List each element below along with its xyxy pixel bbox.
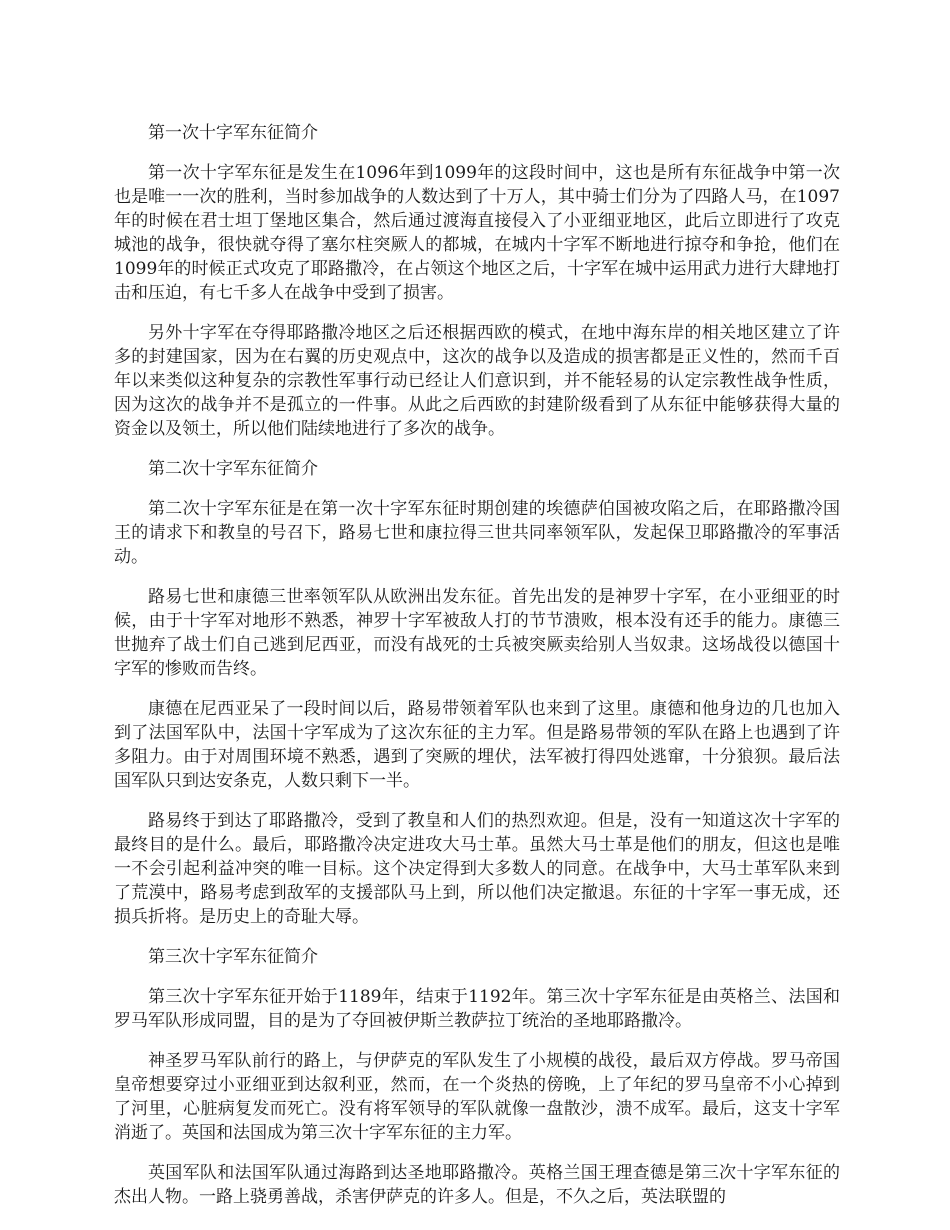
- section-1-paragraph-2: 另外十字军在夺得耶路撒冷地区之后还根据西欧的模式，在地中海东岸的相关地区建立了许多的封建国家，因为在右翼的历史观点中，这次的战争以及造成的损害都是正义性的，然而千百年以来类似这种复杂的宗教性军事行动已经让人们意识到，并不能轻易的认定宗教性战争性质，因为这次的战争并不是孤立的一件事。从此之后西欧的封建阶级看到了从东征中能够获得大量的资金以及领土，所以他们陆续地进行了多次的战争。: [114, 323, 840, 439]
- section-2-paragraph-4: 路易终于到达了耶路撒冷，受到了教皇和人们的热烈欢迎。但是，没有一知道这次十字军的最终目的是什么。最后，耶路撒冷决定进攻大马士革。虽然大马士革是他们的朋友，但这也是唯一不会引起利益冲突的唯一目标。这个决定得到大多数人的同意。在战争中，大马士革军队来到了荒漠中，路易考虑到敌军的支援部队马上到，所以他们决定撤退。东征的十字军一事无成，还损兵折将。是历史上的奇耻大辱。: [114, 811, 840, 927]
- section-2-heading: 第二次十字军东征简介: [148, 459, 318, 479]
- section-1-heading: 第一次十字军东征简介: [148, 123, 318, 143]
- section-1-paragraph-1: 第一次十字军东征是发生在1096年到1099年的这段时间中，这也是所有东征战争中第一次也是唯一一次的胜利，当时参加战争的人数达到了十万人，其中骑士们分为了四路人马，在1097年的时候在君士坦丁堡地区集合，然后通过渡海直接侵入了小亚细亚地区，此后立即进行了攻克城池的战争，很快就夺得了塞尔柱突厥人的都城，在城内十字军不断地进行掠夺和争抢，他们在1099年的时候正式攻克了耶路撒冷，在占领这个地区之后，十字军在城中运用武力进行大肆地打击和压迫，有七千多人在战争中受到了损害。: [114, 163, 840, 303]
- section-2-paragraph-3: 康德在尼西亚呆了一段时间以后，路易带领着军队也来到了这里。康德和他身边的几也加入到了法国军队中，法国十字军成为了这次东征的主力军。但是路易带领的军队在路上也遇到了许多阻力。由于对周围环境不熟悉，遇到了突厥的埋伏，法军被打得四处逃窜，十分狼狈。最后法国军队只到达安条克，人数只剩下一半。: [114, 699, 840, 791]
- section-3-heading: 第三次十字军东征简介: [148, 947, 318, 967]
- document-page: [114, 121, 840, 1225]
- section-2-paragraph-2: 路易七世和康德三世率领军队从欧洲出发东征。首先出发的是神罗十字军，在小亚细亚的时候，由于十字军对地形不熟悉，神罗十字军被敌人打的节节溃败，根本没有还手的能力。康德三世抛弃了战士们自己逃到尼西亚，而没有战死的士兵被突厥卖给别人当奴隶。这场战役以德国十字军的惨败而告终。: [114, 587, 840, 679]
- section-3-paragraph-3: 英国军队和法国军队通过海路到达圣地耶路撒冷。英格兰国王理查德是第三次十字军东征的杰出人物。一路上骁勇善战，杀害伊萨克的许多人。但是，不久之后，英法联盟的: [114, 1163, 840, 1207]
- section-3-paragraph-1: 第三次十字军东征开始于1189年，结束于1192年。第三次十字军东征是由英格兰、法国和罗马军队形成同盟，目的是为了夺回被伊斯兰教萨拉丁统治的圣地耶路撒冷。: [114, 987, 840, 1031]
- section-2-paragraph-1: 第二次十字军东征是在第一次十字军东征时期创建的埃德萨伯国被攻陷之后，在耶路撒冷国王的请求下和教皇的号召下，路易七世和康拉得三世共同率领军队，发起保卫耶路撒冷的军事活动。: [114, 499, 840, 567]
- section-3-paragraph-2: 神圣罗马军队前行的路上，与伊萨克的军队发生了小规模的战役，最后双方停战。罗马帝国皇帝想要穿过小亚细亚到达叙利亚，然而，在一个炎热的傍晚，上了年纪的罗马皇帝不小心掉到了河里，心脏病复发而死亡。没有将军领导的军队就像一盘散沙，溃不成军。最后，这支十字军消逝了。英国和法国成为第三次十字军东征的主力军。: [114, 1051, 840, 1143]
